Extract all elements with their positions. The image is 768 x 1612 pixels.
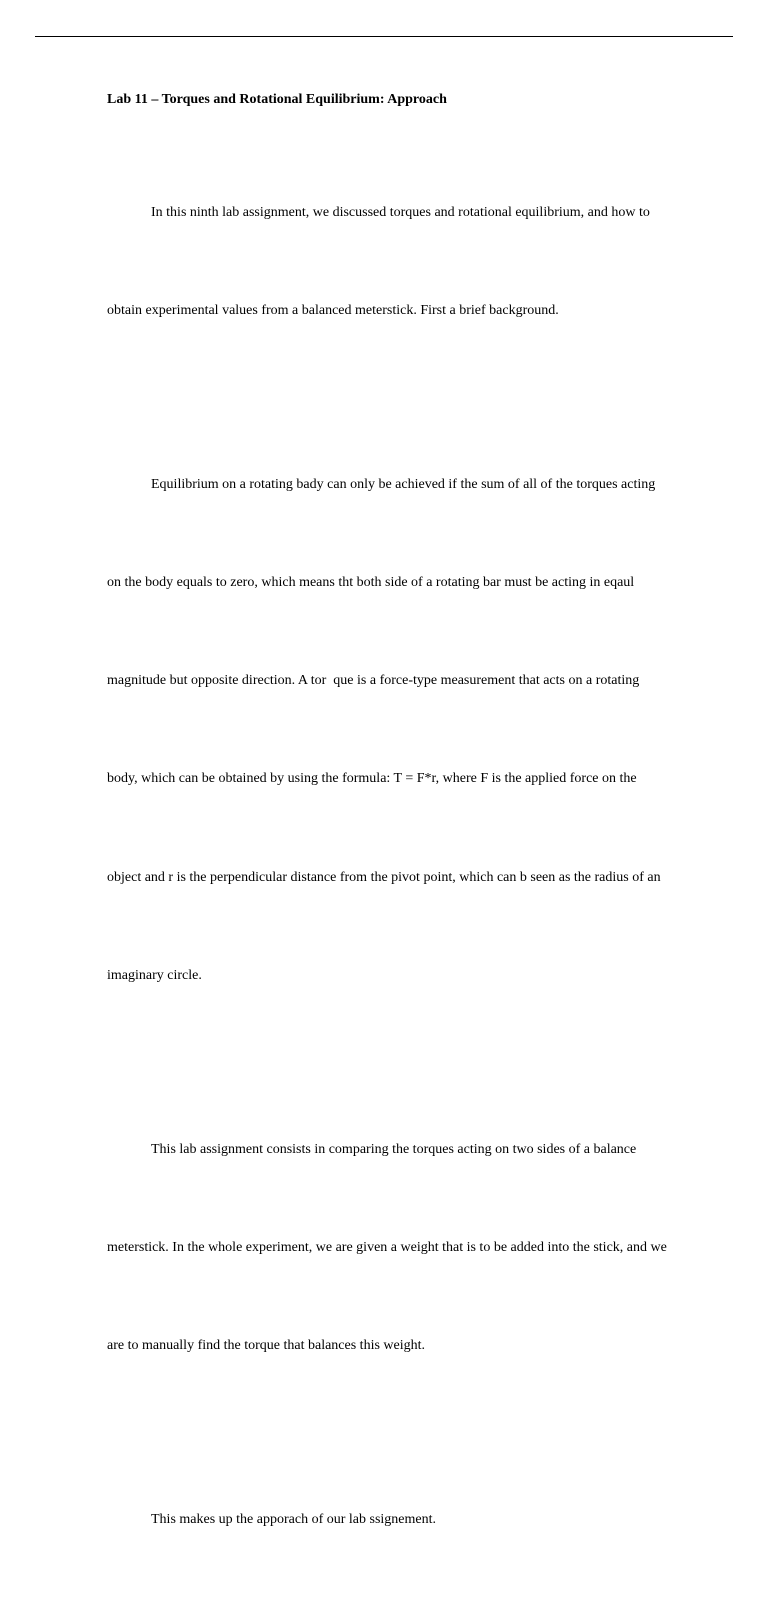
paragraph-line: are to manually find the torque that balances this weight. [107,1338,426,1353]
paragraph-background [107,403,662,1058]
paragraph-line: magnitude but opposite direction. A tor que is a force-type measurement that acts on a rotating [107,673,640,688]
paragraph-line: In this ninth lab assignment, we discussed torques and rotational equilibrium, and how to [151,204,650,220]
document-body [107,88,667,1612]
document-title: Lab 11 – Torques and Rotational Equilibrium: Approach [107,92,447,107]
header-rule [35,36,733,37]
paragraph-line: obtain experimental values from a balanced meterstick. First a brief background. [107,302,559,318]
paragraph-line: Equilibrium on a rotating bady can only be achieved if the sum of all of the torques acting [151,476,656,492]
paragraph-line: on the body equals to zero, which means tht both side of a rotating bar must be acting in eqaul [107,574,635,590]
paragraph-line: meterstick. In the whole experiment, we are given a weight that is to be added into the stick, and we [107,1239,667,1255]
paragraph-line: body, which can be obtained by using the formula: T = F*r, where F is the applied force on the [107,771,637,787]
paragraph-conclusion [107,1438,662,1602]
paragraph-line: This lab assignment consists in comparing the torques acting on two sides of a balance [151,1141,637,1157]
paragraph-introduction [107,131,662,393]
paragraph-line: object and r is the perpendicular distance from the pivot point, which can b seen as the radius of an [107,869,661,885]
paragraph-line: imaginary circle. [107,967,202,983]
paragraph-experiment [107,1068,667,1428]
paragraph-line: This makes up the apporach of our lab ssignement. [151,1511,436,1527]
